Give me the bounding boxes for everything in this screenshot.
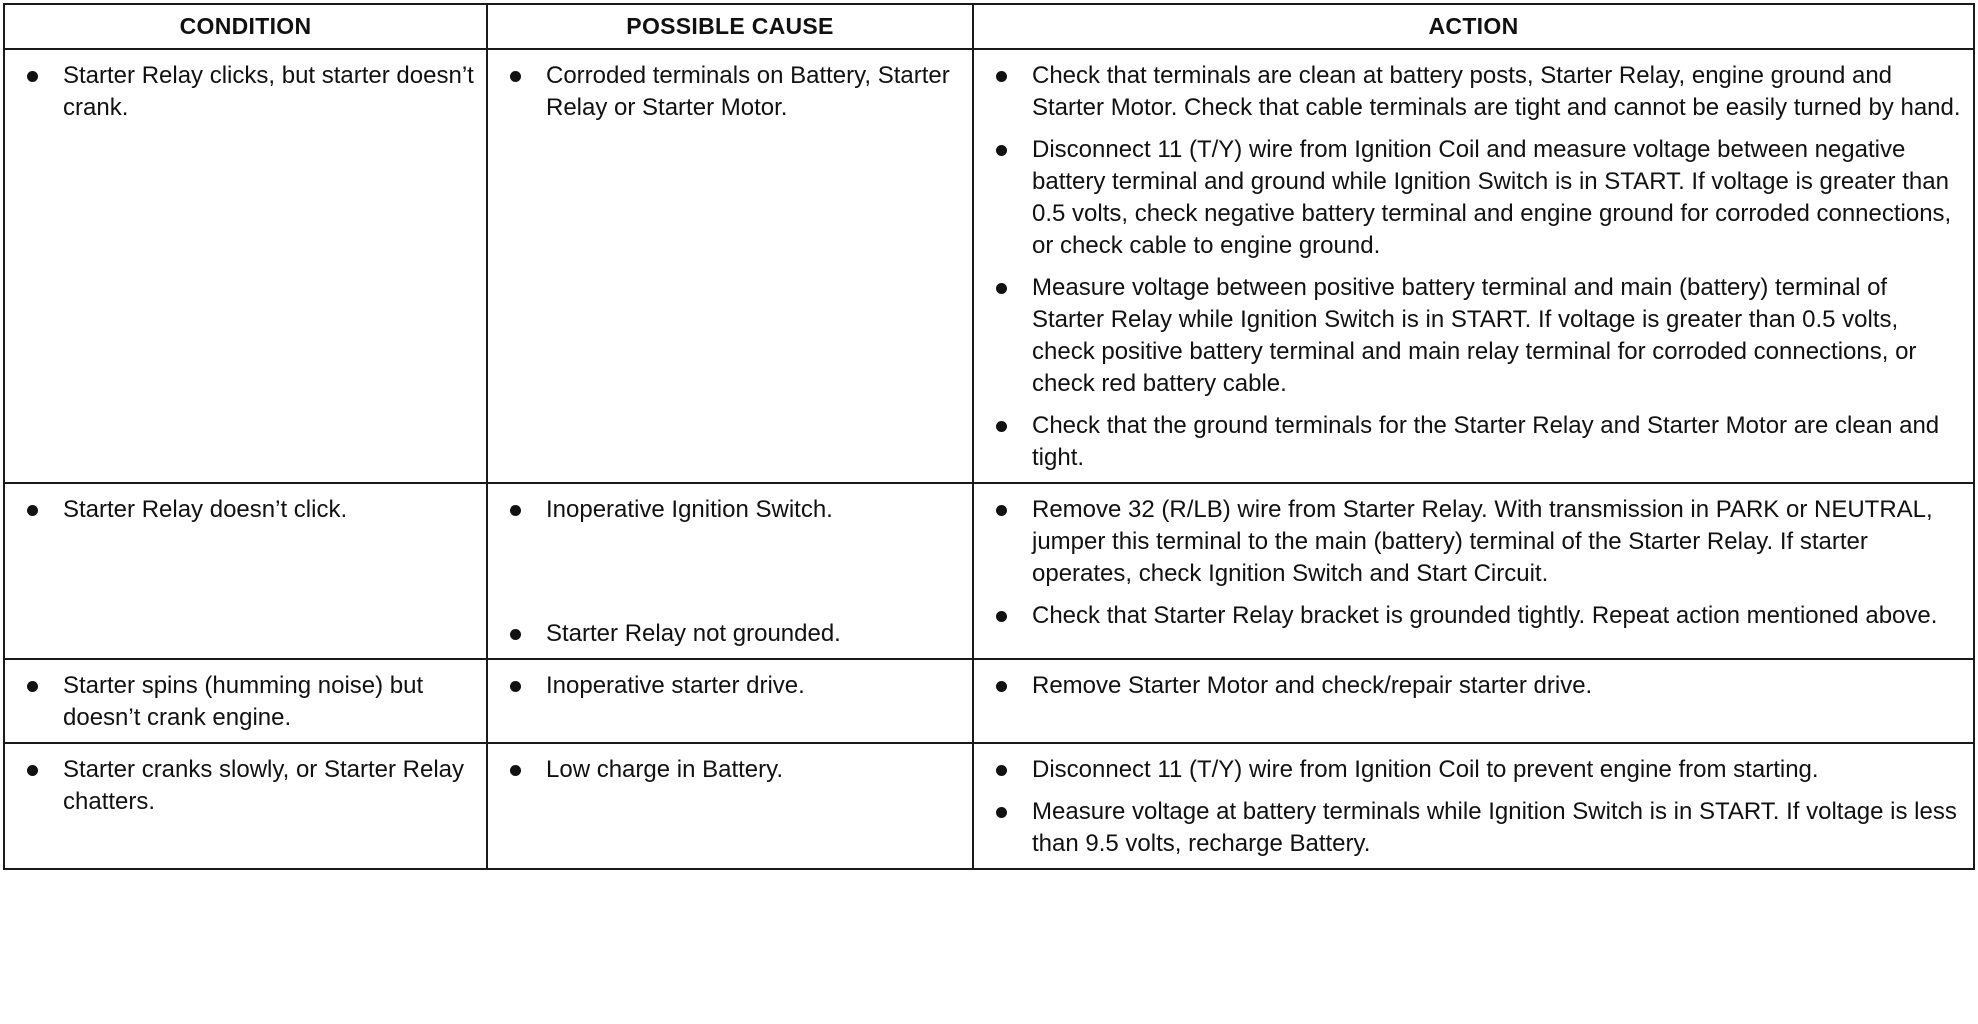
action-item: Check that terminals are clean at battery posts, Starter Relay, engine ground and Starter Motor. Check that cable terminals are tight and cannot be easily turned by hand. [992,60,1963,124]
action-cell [973,483,1974,659]
cause-cell [487,743,973,869]
cause-item: Starter Relay not grounded. [506,618,962,650]
cause-cell [487,49,973,483]
condition-item: Starter cranks slowly, or Starter Relay chatters. [23,754,476,818]
action-item: Disconnect 11 (T/Y) wire from Ignition Coil to prevent engine from starting. [992,754,1963,786]
cause-cell [487,659,973,743]
action-cell [973,659,1974,743]
action-header: ACTION [973,4,1974,49]
condition-cell [4,483,487,659]
cause-cell [487,483,973,659]
condition-cell [4,659,487,743]
table-header-row [4,4,1974,49]
cause-spacer [506,536,962,618]
cause-item: Inoperative Ignition Switch. [506,494,962,526]
action-item: Remove Starter Motor and check/repair starter drive. [992,670,1963,702]
table-row [4,49,1974,483]
condition-item: Starter Relay clicks, but starter doesn’t crank. [23,60,476,124]
cause-item: Corroded terminals on Battery, Starter Relay or Starter Motor. [506,60,962,124]
action-item: Measure voltage at battery terminals while Ignition Switch is in START. If voltage is less than 9.5 volts, recharge Battery. [992,796,1963,860]
condition-item: Starter spins (humming noise) but doesn’t crank engine. [23,670,476,734]
table-row [4,659,1974,743]
action-item: Remove 32 (R/LB) wire from Starter Relay. With transmission in PARK or NEUTRAL, jumper this terminal to the main (battery) terminal of the Starter Relay. If starter operates, check Ignition Switch and Start Circuit. [992,494,1963,590]
cause-item: Inoperative starter drive. [506,670,962,702]
action-item: Measure voltage between positive battery terminal and main (battery) terminal of Starter Relay while Ignition Switch is in START. If voltage is greater than 0.5 volts, check positive battery terminal and main relay terminal for corroded connections, or check red battery cable. [992,272,1963,400]
table-row [4,483,1974,659]
action-item: Check that Starter Relay bracket is grounded tightly. Repeat action mentioned above. [992,600,1963,632]
condition-item: Starter Relay doesn’t click. [23,494,476,526]
condition-cell [4,49,487,483]
table-row [4,743,1974,869]
cause-item: Low charge in Battery. [506,754,962,786]
condition-header: CONDITION [4,4,487,49]
condition-cell [4,743,487,869]
possible-cause-header: POSSIBLE CAUSE [487,4,973,49]
action-cell [973,49,1974,483]
action-item: Disconnect 11 (T/Y) wire from Ignition Coil and measure voltage between negative battery terminal and ground while Ignition Switch is in START. If voltage is greater than 0.5 volts, check negative battery terminal and engine ground for corroded connections, or check cable to engine ground. [992,134,1963,262]
action-cell [973,743,1974,869]
action-item: Check that the ground terminals for the Starter Relay and Starter Motor are clean and tight. [992,410,1963,474]
troubleshooting-table [3,3,1975,870]
